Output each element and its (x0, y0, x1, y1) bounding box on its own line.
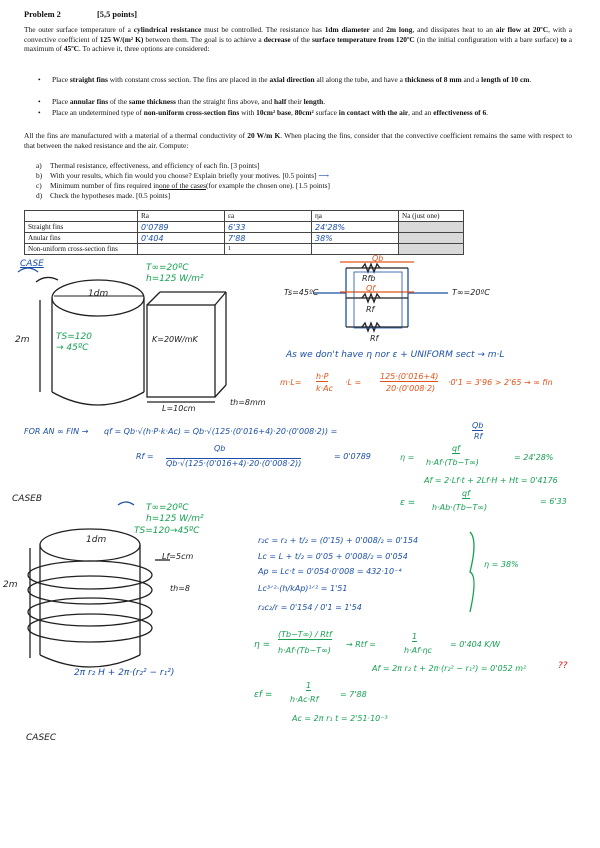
fins-material-paragraph: All the fins are manufactured with a material of a thermal conductivity of 20 W/m K. When placing the fins, consider that the convective coefficient remains the same with respect to that between the naked resistance and the air. Compute: (24, 131, 572, 150)
case-b-tinf: T∞=20ºC (146, 503, 189, 513)
circuit-rfb: Rfb (362, 274, 376, 283)
case-a-tinf: T∞=20ºC (146, 263, 189, 273)
case-b-ts: TS=120→45ºC (134, 526, 200, 536)
case-a-ts-target: → 45ºC (56, 343, 89, 353)
ml-num: h·P (316, 372, 329, 381)
eps-a-lhs: ε = (400, 498, 416, 508)
case-a-diameter: 1dm (88, 289, 109, 299)
circuit-tinf: T∞=20ºC (452, 288, 490, 297)
eps-a-num: qf (462, 489, 470, 498)
question-marks: ?? (558, 661, 568, 671)
rf-lhs: Rf = (136, 452, 154, 461)
r2c-calc: r₂c = r₂ + t/₂ = (0'15) + 0'008/₂ = 0'154 (258, 536, 419, 545)
eps-a-result: = 6'33 (540, 497, 567, 506)
ml-mid: ·L = (345, 378, 362, 387)
brace-mark (470, 532, 474, 612)
infinite-fin-qf: qf = Qb·√(h·P·k·Ac) = Qb·√(125·(0'016+4)·20·(0'008·2)) = (104, 427, 338, 436)
case-b-thickness: th=8 (170, 584, 190, 593)
rtf-num: 1 (412, 632, 418, 641)
case-a-length: 2m (15, 335, 30, 345)
table-row: Non-uniform cross-section fins 1 (25, 244, 464, 255)
rf-den: Qb·√(125·(0'016+4)·20·(0'008·2)) (166, 459, 302, 468)
circuit-rf2: Rf (370, 334, 379, 343)
ac-calc: Ac = 2π r₁ t = 2'51·10⁻³ (292, 714, 388, 723)
rf-num: Qb (214, 444, 226, 453)
table-row: Anular fins 0'404 7'88 38% (25, 233, 464, 244)
case-a-h: h=125 W/m² (146, 274, 204, 284)
case-b-h: h=125 W/m² (146, 514, 204, 524)
ml-den2: 20·(0'008·2) (386, 384, 436, 393)
rtf-result: = 0'404 K/W (450, 640, 501, 649)
infinite-fin-rf: Rf (474, 432, 483, 441)
case-a-fin-length: L=10cm (162, 404, 196, 413)
ap-calc: Ap = Lc·t = 0'054·0'008 = 432·10⁻⁴ (258, 567, 402, 576)
case-a-label: CASE (20, 259, 44, 269)
rtf-den: h·Af·ηc (404, 646, 432, 655)
eps-f-lhs: εf = (254, 690, 273, 700)
case-a-ts: TS=120 (56, 332, 92, 342)
case-a-k: K=20W/mK (152, 335, 198, 344)
circuit-qb: Qb (372, 254, 384, 263)
eta-b-lhs: η = (254, 640, 271, 650)
lc32-calc: Lc³ᐟ²·(h/kAp)¹ᐟ² = 1'51 (258, 584, 348, 593)
rf-result: = 0'0789 (334, 452, 371, 461)
case-b-length: 2m (3, 580, 18, 590)
eta-a-lhs: η = (400, 453, 415, 462)
ratio-calc: r₂c₂/r = 0'154 / 0'1 = 1'54 (258, 603, 362, 612)
eps-a-den: h·Ab·(Tb−T∞) (432, 503, 488, 512)
case-a-thickness: th=8mm (230, 398, 266, 407)
eta-b-result: η = 38% (484, 560, 519, 569)
ml-num2: 125·(0'016+4) (380, 372, 439, 381)
problem-points: [5,5 points] (97, 10, 138, 19)
case-b-fin-length: Lf=5cm (162, 552, 194, 561)
table-row: Straight fins 0'0789 6'33 24'28% (25, 222, 464, 233)
circuit-qf: Qf (366, 284, 376, 293)
case-b-label: CASEB (12, 494, 43, 504)
ml-lhs: m·L= (280, 378, 302, 387)
case-c-label: CASEC (26, 733, 57, 743)
problem-title: Problem 2 (24, 10, 61, 19)
infinite-fin-label: FOR AN ∞ FIN → (24, 427, 89, 436)
eta-b-den: h·Af·(Tb−T∞) (278, 646, 331, 655)
af-a: Af = 2·Lf·t + 2Lf·H + Ht = 0'4176 (424, 476, 558, 485)
af-b: Af = 2π r₂ t + 2π·(r₂² − r₁²) = 0'052 m² (372, 664, 527, 673)
rtf-lhs: → Rtf = (346, 640, 377, 649)
circuit-rf1: Rf (366, 305, 375, 314)
eps-f-den: h·Ac·Rf (290, 695, 319, 704)
eta-a-num: qf (452, 444, 460, 453)
assumption-note: As we don't have η nor ε + UNIFORM sect → m·L (286, 350, 505, 360)
circuit-ts: Ts=45ºC (284, 288, 319, 297)
infinite-fin-qb: Qb (472, 421, 484, 430)
thermal-circuit-sketch (314, 262, 448, 331)
ml-result: ·0'1 = 3'96 > 2'65 → ∞ fin (448, 378, 553, 387)
case-b-diameter: 1dm (86, 535, 107, 545)
eps-f-num: 1 (306, 681, 312, 690)
case-b-area-formula: 2π r₂ H + 2π·(r₂² − r₁²) (74, 668, 175, 678)
question-d: d) Check the hypotheses made. [0.5 points] (36, 191, 171, 200)
problem-intro: The outer surface temperature of a cylindrical resistance must be controlled. The resistance has 1dm diameter and 2m long, and dissipates heat to an air flow at 20ºC, with a convective coefficient of 125 W/(m² K) between them. The goal is to achieve a decrease of the surface temperature from 120ºC (in the initial configuration with a bare surface) to a maximum of 45ºC. To achieve it, three options are considered: (24, 25, 573, 54)
eta-b-num: (Tb−T∞) / Rtf (278, 630, 332, 639)
eps-f-result: = 7'88 (340, 690, 367, 699)
table-header-row: Ra εa ηa Na (just one) (25, 211, 464, 222)
lc-calc: Lc = L + t/₂ = 0'05 + 0'008/₂ = 0'054 (258, 552, 408, 561)
question-a: a) Thermal resistance, effectiveness, and efficiency of each fin. [3 points] (36, 161, 260, 170)
ml-den: k·Ac (316, 384, 334, 393)
question-c: c) Minimum number of fins required inone of the cases(for example the chosen one). [1.5 points] (36, 181, 330, 190)
eta-a-result: = 24'28% (514, 453, 554, 462)
eta-a-den: h·Af·(Tb−T∞) (426, 458, 479, 467)
question-b: b) With your results, which fin would you choose? Explain briefly your motives. [0.5 points] ⟶ (36, 171, 330, 180)
